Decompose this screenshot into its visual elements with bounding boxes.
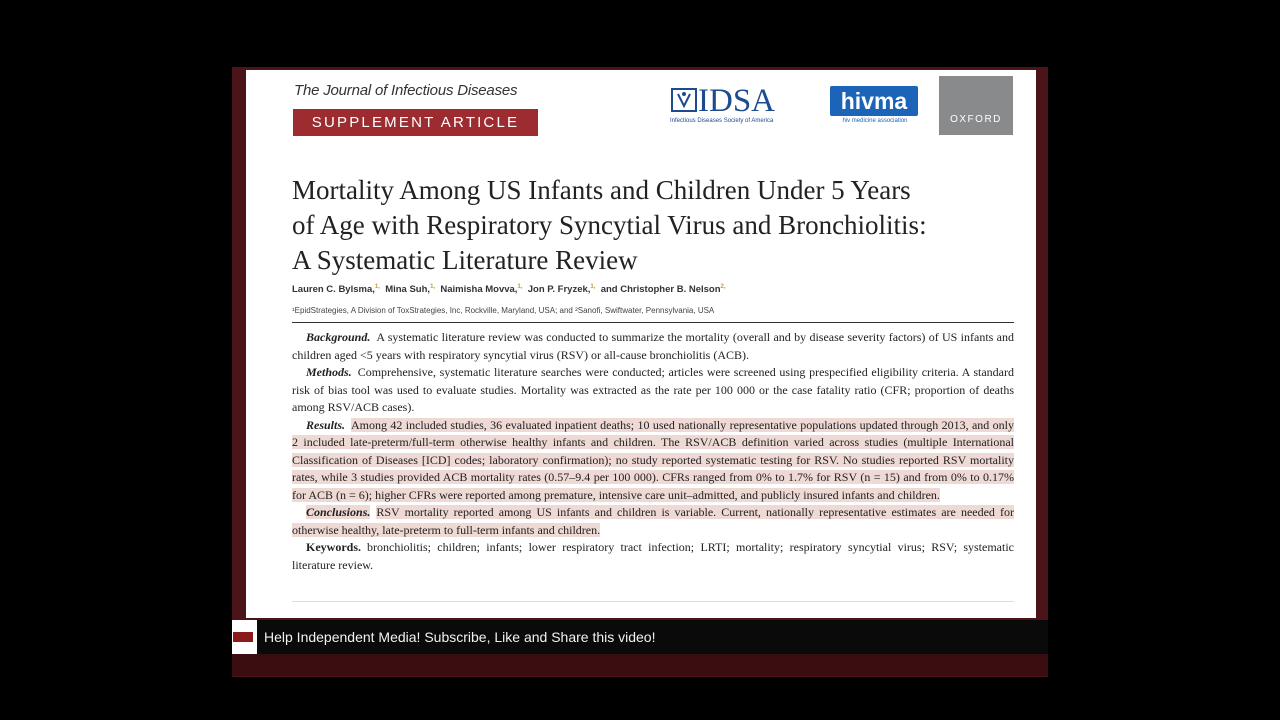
conclusions-heading: Conclusions. — [306, 505, 371, 519]
background-text: A systematic literature review was conducted to summarize the mortality (overall and by disease severity factors) of US infants and children aged <5 years with respiratory syncytial virus (RSV) or all-cause bronchiolitis (ACB). — [292, 330, 1014, 362]
bottom-bar — [232, 654, 1048, 676]
paper-page — [246, 70, 1036, 618]
oxford-logo: OXFORD — [939, 76, 1013, 135]
methods-text: Comprehensive, systematic literature searches were conducted; articles were screened using prespecified eligibility criteria. A standard risk of bias tool was used to evaluate studies. Mortality was extracted as the rate per 100 000 or the case fatality ratio (CFR; proportion of deaths among RSV/ACB cases). — [292, 365, 1014, 414]
banner-text: Help Independent Media! Subscribe, Like and Share this video! — [264, 629, 656, 645]
article-title — [292, 173, 1022, 278]
background-heading: Background. — [306, 330, 371, 344]
abstract-methods — [292, 364, 1014, 417]
affiliations: ¹EpidStrategies, A Division of ToxStrategies, Inc, Rockville, Maryland, USA; and ²Sanofi, Swiftwater, Pennsylvania, USA — [292, 306, 715, 315]
author-1-affiliation: 1, — [374, 284, 380, 290]
author-4-affiliation: 1, — [590, 284, 596, 290]
idsa-subtitle: Infectious Diseases Society of America — [670, 118, 774, 124]
title-line-1: Mortality Among US Infants and Children Under 5 Years — [292, 175, 911, 205]
results-text: Among 42 included studies, 36 evaluated inpatient deaths; 10 used nationally representative populations updated through 2013, and only 2 included late-preterm/full-term otherwise healthy infants and children. The RSV/ACB definition varied across studies (multiple International Classification of Diseases [ICD] codes; laboratory confirmation); no study reported systematic testing for RSV. No studies reported RSV mortality rates, while 3 studies provided ACB mortality rates (0.57–9.4 per 100 000). CFRs ranged from 0% to 1.7% for RSV (n = 15) and from 0% to 0.17% for ACB (n = 6); higher CFRs were reported among premature, intensive care unit–admitted, and publicly insured infants and children. — [292, 417, 1014, 502]
abstract — [292, 329, 1014, 574]
keywords-heading: Keywords. — [306, 540, 361, 554]
author-5: and Christopher B. Nelson — [600, 284, 721, 296]
hivma-logo — [830, 86, 920, 130]
channel-icon — [232, 620, 257, 654]
abstract-results — [292, 417, 1014, 505]
abstract-keywords — [292, 539, 1014, 574]
author-5-affiliation: 2, — [720, 284, 726, 290]
hivma-wordmark: hivma — [830, 86, 918, 116]
idsa-logo — [670, 84, 822, 128]
section-tag: SUPPLEMENT ARTICLE — [293, 109, 538, 136]
author-3: Naimisha Movva, — [440, 284, 518, 296]
abstract-background — [292, 329, 1014, 364]
abstract-bottom-rule — [292, 601, 1014, 602]
hivma-subtitle: hiv medicine association — [842, 118, 908, 124]
author-4: Jon P. Fryzek, — [527, 284, 591, 296]
journal-name: The Journal of Infectious Diseases — [294, 82, 518, 99]
author-2-affiliation: 1, — [430, 284, 436, 290]
author-3-affiliation: 1, — [517, 284, 523, 290]
abstract-conclusions — [292, 504, 1014, 539]
title-line-2: of Age with Respiratory Syncytial Virus and Bronchiolitis: — [292, 210, 927, 240]
idsa-emblem-icon — [670, 86, 698, 114]
idsa-wordmark: IDSA — [698, 83, 776, 119]
title-line-3: A Systematic Literature Review — [292, 245, 638, 275]
conclusions-text: RSV mortality reported among US infants and children is variable. Current, nationally representative estimates are needed for otherwise healthy, late-preterm to full-term infants and children. — [292, 505, 1014, 537]
methods-heading: Methods. — [306, 365, 352, 379]
author-list — [292, 284, 1022, 295]
author-1: Lauren C. Bylsma, — [292, 284, 375, 296]
keywords-text: bronchiolitis; children; infants; lower respiratory tract infection; LRTI; mortality; respiratory syncytial virus; RSV; systematic literature review. — [292, 540, 1014, 572]
author-2: Mina Suh, — [385, 284, 431, 296]
subscribe-banner — [232, 620, 1048, 654]
results-heading: Results. — [306, 417, 346, 432]
abstract-top-rule — [292, 322, 1014, 323]
